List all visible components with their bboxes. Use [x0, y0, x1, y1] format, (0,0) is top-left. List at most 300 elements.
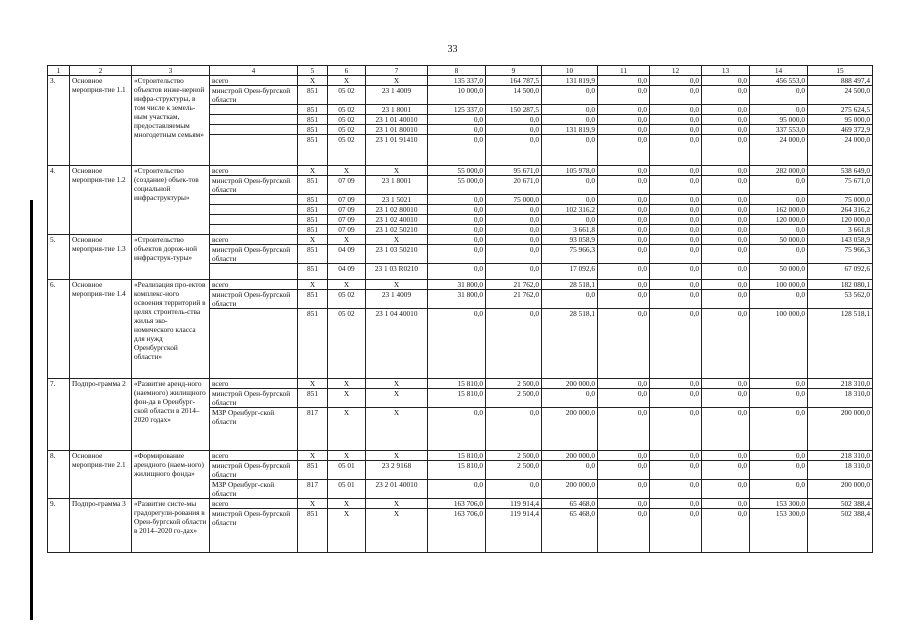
column-number-header: 13 [702, 66, 750, 76]
amount-cell: 0,0 [702, 264, 750, 280]
budget-code-cell: 23 2 01 40010 [366, 480, 428, 499]
amount-cell: 0,0 [598, 195, 650, 205]
executor-cell: всего [210, 451, 298, 461]
amount-cell: 21 762,0 [486, 290, 542, 309]
amount-cell: 0,0 [702, 235, 750, 245]
amount-cell: 469 372,9 [808, 125, 873, 135]
amount-cell: 163 706,0 [428, 499, 486, 509]
amount-cell: 0,0 [428, 115, 486, 125]
budget-code-cell: X [298, 499, 328, 509]
executor-cell [210, 309, 298, 379]
activity-type: Основное мероприя-тие 1.4 [70, 280, 132, 379]
amount-cell: 0,0 [428, 205, 486, 215]
amount-cell: 0,0 [650, 290, 702, 309]
budget-code-cell: 07 09 [328, 176, 366, 195]
amount-cell: 0,0 [486, 480, 542, 499]
budget-code-cell: 23 1 01 80010 [366, 125, 428, 135]
amount-cell: 3 661,8 [542, 225, 598, 235]
executor-cell: МЗР Оренбург-ской области [210, 480, 298, 499]
executor-cell: всего [210, 379, 298, 389]
amount-cell: 264 316,2 [808, 205, 873, 215]
amount-cell: 75 966,3 [808, 245, 873, 264]
budget-code-cell: 851 [298, 245, 328, 264]
column-number-header: 4 [210, 66, 298, 76]
budget-code-cell: 851 [298, 135, 328, 166]
amount-cell: 200 000,0 [808, 408, 873, 451]
amount-cell: 0,0 [702, 480, 750, 499]
amount-cell: 135 337,0 [428, 76, 486, 86]
amount-cell: 0,0 [486, 309, 542, 379]
budget-code-cell: 05 02 [328, 125, 366, 135]
budget-code-cell: 851 [298, 264, 328, 280]
amount-cell: 3 661,8 [808, 225, 873, 235]
amount-cell: 0,0 [650, 280, 702, 290]
budget-code-cell: 23 1 01 40010 [366, 115, 428, 125]
amount-cell: 0,0 [702, 76, 750, 86]
amount-cell: 18 310,0 [808, 389, 873, 408]
amount-cell: 0,0 [750, 86, 808, 105]
amount-cell: 0,0 [428, 309, 486, 379]
budget-code-cell: X [366, 280, 428, 290]
amount-cell: 0,0 [750, 225, 808, 235]
table-row [48, 166, 873, 176]
table-row [48, 379, 873, 389]
budget-code-cell: 23 1 01 91410 [366, 135, 428, 166]
row-number: 5. [48, 235, 70, 280]
column-number-header: 11 [598, 66, 650, 76]
amount-cell: 0,0 [650, 86, 702, 105]
budget-code-cell: 851 [298, 509, 328, 553]
budget-code-cell: X [328, 235, 366, 245]
amount-cell: 0,0 [428, 235, 486, 245]
amount-cell: 102 316,2 [542, 205, 598, 215]
amount-cell: 2 500,0 [486, 451, 542, 461]
row-number: 9. [48, 499, 70, 553]
amount-cell: 20 671,0 [486, 176, 542, 195]
amount-cell: 28 518,1 [542, 280, 598, 290]
amount-cell: 75 000,0 [486, 195, 542, 205]
amount-cell: 17 092,6 [542, 264, 598, 280]
amount-cell: 0,0 [702, 105, 750, 115]
executor-cell [210, 105, 298, 115]
amount-cell: 0,0 [486, 135, 542, 166]
amount-cell: 0,0 [598, 499, 650, 509]
amount-cell: 0,0 [486, 235, 542, 245]
amount-cell: 0,0 [542, 195, 598, 205]
budget-code-cell: 05 02 [328, 135, 366, 166]
table-row [48, 235, 873, 245]
amount-cell: 105 978,0 [542, 166, 598, 176]
table-row [48, 499, 873, 509]
amount-cell: 538 649,0 [808, 166, 873, 176]
amount-cell: 0,0 [598, 166, 650, 176]
amount-cell: 0,0 [598, 408, 650, 451]
amount-cell: 0,0 [702, 309, 750, 379]
column-number-header: 3 [132, 66, 210, 76]
amount-cell: 0,0 [702, 115, 750, 125]
amount-cell: 0,0 [486, 264, 542, 280]
amount-cell: 0,0 [702, 195, 750, 205]
amount-cell: 0,0 [650, 461, 702, 480]
amount-cell: 0,0 [598, 264, 650, 280]
amount-cell: 0,0 [542, 115, 598, 125]
budget-code-cell: X [366, 166, 428, 176]
budget-code-cell: 05 01 [328, 480, 366, 499]
amount-cell: 10 000,0 [428, 86, 486, 105]
amount-cell: 0,0 [750, 195, 808, 205]
budget-code-cell: 23 1 02 80010 [366, 205, 428, 215]
budget-code-cell: X [298, 166, 328, 176]
amount-cell: 337 553,0 [750, 125, 808, 135]
amount-cell: 0,0 [702, 245, 750, 264]
column-number-header: 14 [750, 66, 808, 76]
amount-cell: 2 500,0 [486, 379, 542, 389]
amount-cell: 0,0 [598, 290, 650, 309]
amount-cell: 164 787,5 [486, 76, 542, 86]
amount-cell: 0,0 [428, 195, 486, 205]
amount-cell: 50 000,0 [750, 264, 808, 280]
amount-cell: 0,0 [598, 86, 650, 105]
budget-code-cell: X [366, 509, 428, 553]
executor-cell [210, 195, 298, 205]
executor-cell: минстрой Орен-бургской области [210, 290, 298, 309]
budget-code-cell: X [366, 451, 428, 461]
budget-code-cell: 23 2 9168 [366, 461, 428, 480]
amount-cell: 100 000,0 [750, 309, 808, 379]
column-number-header: 9 [486, 66, 542, 76]
column-number-header: 8 [428, 66, 486, 76]
activity-name: «Развитие систе-мы градорегули-рования в Орен-бургской области в 2014–2020 го-дах» [132, 499, 210, 553]
amount-cell: 0,0 [650, 115, 702, 125]
activity-type: Основное мероприя-тие 1.3 [70, 235, 132, 280]
budget-code-cell: 851 [298, 176, 328, 195]
amount-cell: 0,0 [486, 245, 542, 264]
budget-code-cell: 23 1 03 R0210 [366, 264, 428, 280]
amount-cell: 0,0 [598, 205, 650, 215]
amount-cell: 14 500,0 [486, 86, 542, 105]
amount-cell: 218 310,0 [808, 451, 873, 461]
amount-cell: 28 518,1 [542, 309, 598, 379]
amount-cell: 0,0 [750, 480, 808, 499]
executor-cell [210, 225, 298, 235]
amount-cell: 128 518,1 [808, 309, 873, 379]
column-number-header: 12 [650, 66, 702, 76]
amount-cell: 0,0 [702, 389, 750, 408]
budget-code-cell: 817 [298, 408, 328, 451]
budget-code-cell: X [366, 499, 428, 509]
budget-code-cell: X [328, 76, 366, 86]
amount-cell: 163 706,0 [428, 509, 486, 553]
amount-cell: 0,0 [542, 86, 598, 105]
amount-cell: 50 000,0 [750, 235, 808, 245]
amount-cell: 502 388,4 [808, 499, 873, 509]
amount-cell: 0,0 [702, 225, 750, 235]
amount-cell: 0,0 [650, 480, 702, 499]
budget-code-cell: 05 01 [328, 461, 366, 480]
budget-code-cell: 851 [298, 105, 328, 115]
row-number: 3. [48, 76, 70, 166]
column-number-header: 2 [70, 66, 132, 76]
amount-cell: 275 624,5 [808, 105, 873, 115]
amount-cell: 0,0 [650, 245, 702, 264]
amount-cell: 0,0 [598, 105, 650, 115]
table-header-row [48, 66, 873, 76]
executor-cell: всего [210, 235, 298, 245]
amount-cell: 0,0 [650, 235, 702, 245]
budget-code-cell: 23 1 5021 [366, 195, 428, 205]
amount-cell: 0,0 [650, 389, 702, 408]
amount-cell: 0,0 [486, 215, 542, 225]
amount-cell: 0,0 [650, 499, 702, 509]
budget-code-cell: X [298, 280, 328, 290]
activity-type: Подпро-грамма 3 [70, 499, 132, 553]
amount-cell: 0,0 [650, 76, 702, 86]
activity-name: «Строительство объектов инже-нерной инфра-структуры, в том числе к земель-ным участкам, предоставляемым многодетным семьям» [132, 76, 210, 166]
budget-code-cell: 23 1 04 40010 [366, 309, 428, 379]
budget-code-cell: 23 1 4009 [366, 290, 428, 309]
budget-code-cell: X [328, 280, 366, 290]
amount-cell: 0,0 [542, 135, 598, 166]
amount-cell: 0,0 [598, 309, 650, 379]
budget-code-cell: X [298, 235, 328, 245]
executor-cell [210, 205, 298, 215]
amount-cell: 888 497,4 [808, 76, 873, 86]
activity-name: «Развитие аренд-ного (наемного) жилищного фон-да в Оренбург-ской области в 2014–2020 годах» [132, 379, 210, 451]
row-number: 4. [48, 166, 70, 235]
budget-code-cell: 851 [298, 309, 328, 379]
amount-cell: 0,0 [750, 290, 808, 309]
amount-cell: 502 388,4 [808, 509, 873, 553]
executor-cell: минстрой Орен-бургской области [210, 245, 298, 264]
amount-cell: 0,0 [542, 461, 598, 480]
column-number-header: 5 [298, 66, 328, 76]
activity-type: Основное мероприя-тие 1.2 [70, 166, 132, 235]
budget-code-cell: 817 [298, 480, 328, 499]
amount-cell: 0,0 [650, 408, 702, 451]
budget-code-cell: 851 [298, 389, 328, 408]
activity-name: «Строительство (создание) объек-тов социальной инфраструктуры» [132, 166, 210, 235]
executor-cell [210, 264, 298, 280]
amount-cell: 0,0 [428, 135, 486, 166]
budget-code-cell: X [298, 76, 328, 86]
amount-cell: 0,0 [598, 389, 650, 408]
amount-cell: 0,0 [650, 176, 702, 195]
amount-cell: 0,0 [702, 176, 750, 195]
budget-code-cell: X [328, 509, 366, 553]
activity-type: Основное мероприя-тие 2.1 [70, 451, 132, 499]
amount-cell: 95 000,0 [808, 115, 873, 125]
table-row [48, 280, 873, 290]
executor-cell [210, 115, 298, 125]
amount-cell: 21 762,0 [486, 280, 542, 290]
budget-code-cell: 851 [298, 461, 328, 480]
amount-cell: 0,0 [702, 499, 750, 509]
budget-code-cell: 23 1 8001 [366, 176, 428, 195]
amount-cell: 0,0 [598, 176, 650, 195]
amount-cell: 0,0 [650, 225, 702, 235]
budget-code-cell: 07 09 [328, 205, 366, 215]
amount-cell: 0,0 [486, 205, 542, 215]
amount-cell: 0,0 [486, 125, 542, 135]
amount-cell: 24 000,0 [808, 135, 873, 166]
amount-cell: 0,0 [650, 309, 702, 379]
executor-cell: всего [210, 280, 298, 290]
amount-cell: 0,0 [750, 105, 808, 115]
amount-cell: 0,0 [486, 408, 542, 451]
amount-cell: 150 287,5 [486, 105, 542, 115]
amount-cell: 0,0 [702, 135, 750, 166]
amount-cell: 143 058,9 [808, 235, 873, 245]
amount-cell: 95 000,0 [750, 115, 808, 125]
amount-cell: 31 800,0 [428, 290, 486, 309]
amount-cell: 65 468,0 [542, 509, 598, 553]
amount-cell: 0,0 [750, 451, 808, 461]
column-number-header: 1 [48, 66, 70, 76]
amount-cell: 0,0 [702, 379, 750, 389]
amount-cell: 65 468,0 [542, 499, 598, 509]
budget-code-cell: X [298, 379, 328, 389]
page-number: 33 [447, 44, 458, 55]
amount-cell: 0,0 [428, 225, 486, 235]
budget-code-cell: 05 02 [328, 86, 366, 105]
budget-code-cell: 05 02 [328, 105, 366, 115]
amount-cell: 75 966,3 [542, 245, 598, 264]
executor-cell: минстрой Орен-бургской области [210, 461, 298, 480]
amount-cell: 0,0 [650, 135, 702, 166]
amount-cell: 15 810,0 [428, 461, 486, 480]
binding-edge-bar [30, 200, 33, 620]
column-number-header: 15 [808, 66, 873, 76]
activity-name: «Формирование арендного (наем-ного) жилищного фонда» [132, 451, 210, 499]
amount-cell: 0,0 [428, 480, 486, 499]
activity-name: «Строительство объектов дорож-ной инфраструк-туры» [132, 235, 210, 280]
amount-cell: 218 310,0 [808, 379, 873, 389]
amount-cell: 0,0 [702, 215, 750, 225]
amount-cell: 0,0 [650, 264, 702, 280]
budget-code-cell: 23 1 03 50210 [366, 245, 428, 264]
amount-cell: 31 800,0 [428, 280, 486, 290]
budget-code-cell: 07 09 [328, 195, 366, 205]
amount-cell: 0,0 [750, 408, 808, 451]
amount-cell: 0,0 [542, 176, 598, 195]
budget-code-cell: 07 09 [328, 225, 366, 235]
amount-cell: 0,0 [598, 235, 650, 245]
budget-code-cell: 851 [298, 125, 328, 135]
budget-code-cell: 851 [298, 205, 328, 215]
amount-cell: 2 500,0 [486, 461, 542, 480]
amount-cell: 0,0 [650, 215, 702, 225]
amount-cell: 0,0 [702, 166, 750, 176]
amount-cell: 200 000,0 [542, 379, 598, 389]
column-number-header: 6 [328, 66, 366, 76]
budget-code-cell: 851 [298, 195, 328, 205]
amount-cell: 55 000,0 [428, 176, 486, 195]
amount-cell: 15 810,0 [428, 451, 486, 461]
activity-type: Основное мероприя-тие 1.1 [70, 76, 132, 166]
amount-cell: 131 819,9 [542, 125, 598, 135]
budget-code-cell: X [366, 235, 428, 245]
executor-cell [210, 215, 298, 225]
executor-cell: минстрой Орен-бургской области [210, 86, 298, 105]
amount-cell: 0,0 [428, 408, 486, 451]
budget-code-cell: X [328, 451, 366, 461]
amount-cell: 55 000,0 [428, 166, 486, 176]
budget-code-cell: X [366, 379, 428, 389]
amount-cell: 0,0 [428, 215, 486, 225]
amount-cell: 0,0 [702, 509, 750, 553]
amount-cell: 119 914,4 [486, 499, 542, 509]
amount-cell: 24 000,0 [750, 135, 808, 166]
amount-cell: 0,0 [598, 461, 650, 480]
amount-cell: 0,0 [598, 451, 650, 461]
amount-cell: 0,0 [702, 461, 750, 480]
amount-cell: 200 000,0 [542, 451, 598, 461]
amount-cell: 0,0 [750, 461, 808, 480]
budget-code-cell: X [328, 408, 366, 451]
amount-cell: 0,0 [598, 245, 650, 264]
amount-cell: 182 080,1 [808, 280, 873, 290]
amount-cell: 0,0 [702, 451, 750, 461]
budget-code-cell: X [328, 389, 366, 408]
budget-code-cell: 851 [298, 115, 328, 125]
executor-cell: всего [210, 166, 298, 176]
budget-code-cell: 851 [298, 215, 328, 225]
budget-code-cell: X [328, 499, 366, 509]
amount-cell: 0,0 [650, 205, 702, 215]
amount-cell: 0,0 [542, 290, 598, 309]
amount-cell: 0,0 [428, 245, 486, 264]
amount-cell: 0,0 [702, 125, 750, 135]
amount-cell: 200 000,0 [808, 480, 873, 499]
amount-cell: 75 000,0 [808, 195, 873, 205]
budget-code-cell: 04 09 [328, 245, 366, 264]
executor-cell: минстрой Орен-бургской области [210, 509, 298, 553]
amount-cell: 0,0 [542, 389, 598, 408]
amount-cell: 0,0 [702, 86, 750, 105]
amount-cell: 0,0 [650, 195, 702, 205]
amount-cell: 0,0 [650, 125, 702, 135]
amount-cell: 456 553,0 [750, 76, 808, 86]
budget-code-cell: X [328, 166, 366, 176]
budget-code-cell: 23 1 02 50210 [366, 225, 428, 235]
executor-cell [210, 125, 298, 135]
budget-code-cell: X [366, 76, 428, 86]
amount-cell: 120 000,0 [750, 215, 808, 225]
executor-cell [210, 135, 298, 166]
amount-cell: 0,0 [702, 290, 750, 309]
amount-cell: 0,0 [750, 245, 808, 264]
amount-cell: 0,0 [750, 389, 808, 408]
budget-code-cell: 23 1 8001 [366, 105, 428, 115]
budget-code-cell: 05 02 [328, 115, 366, 125]
budget-code-cell: 05 02 [328, 290, 366, 309]
amount-cell: 0,0 [486, 225, 542, 235]
amount-cell: 0,0 [598, 379, 650, 389]
budget-code-cell: X [328, 379, 366, 389]
amount-cell: 75 671,0 [808, 176, 873, 195]
amount-cell: 0,0 [598, 215, 650, 225]
amount-cell: 100 000,0 [750, 280, 808, 290]
amount-cell: 0,0 [486, 115, 542, 125]
amount-cell: 2 500,0 [486, 389, 542, 408]
budget-code-cell: 23 1 4009 [366, 86, 428, 105]
budget-code-cell: 851 [298, 86, 328, 105]
budget-table [47, 65, 873, 553]
amount-cell: 95 671,0 [486, 166, 542, 176]
budget-code-cell: X [366, 389, 428, 408]
executor-cell: всего [210, 499, 298, 509]
executor-cell: всего [210, 76, 298, 86]
